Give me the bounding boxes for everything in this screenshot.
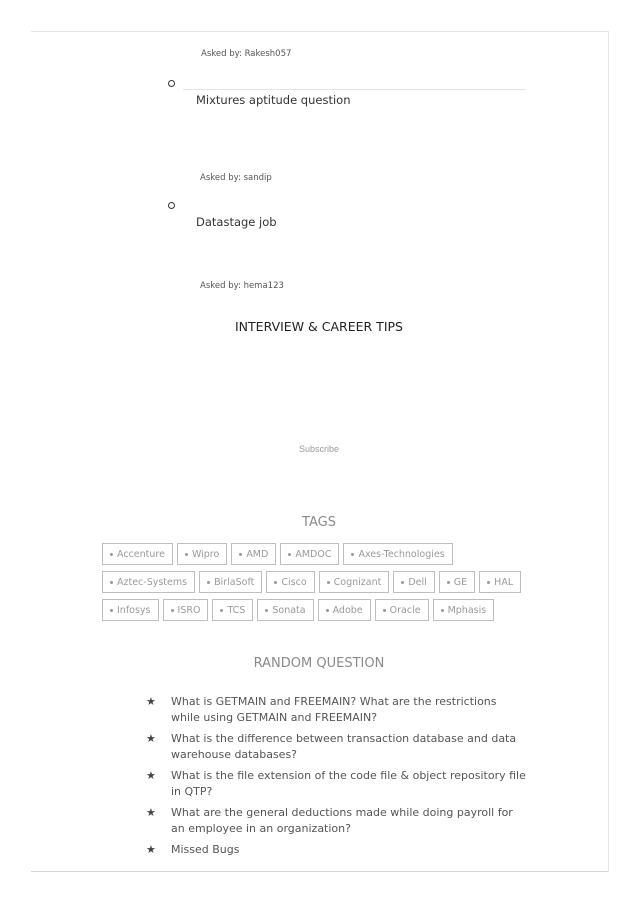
- asked-by: Asked by: Rakesh057: [201, 49, 292, 59]
- random-question-title: RANDOM QUESTION: [253, 656, 385, 671]
- asked-by: Asked by: sandip: [200, 173, 272, 183]
- tag-label: GE: [453, 576, 468, 588]
- tag-label: Adobe: [332, 604, 363, 616]
- dot-icon: [401, 581, 404, 584]
- dot-icon: [447, 581, 450, 584]
- question-title-link[interactable]: Mixtures aptitude question: [196, 93, 351, 107]
- dot-icon: [265, 609, 268, 612]
- tag-label: HAL: [494, 576, 514, 588]
- tag-label: Oracle: [389, 604, 421, 616]
- dot-icon: [207, 581, 210, 584]
- random-question-text: Missed Bugs: [171, 843, 240, 856]
- tag-label: BirlaSoft: [214, 576, 255, 588]
- dot-icon: [171, 609, 174, 612]
- tag-oracle[interactable]: [375, 599, 429, 621]
- tag-isro[interactable]: [163, 599, 209, 621]
- interview-tips-title: INTERVIEW & CAREER TIPS: [235, 319, 403, 334]
- tag-label: Accenture: [117, 548, 165, 560]
- dot-icon: [274, 581, 277, 584]
- divider: [183, 89, 526, 90]
- random-question-list: [146, 694, 526, 863]
- dot-icon: [288, 553, 291, 556]
- tag-adobe[interactable]: [318, 599, 371, 621]
- question-title-link[interactable]: Datastage job: [196, 215, 277, 229]
- random-question-item[interactable]: [146, 842, 526, 858]
- hollow-circle-icon: [168, 202, 175, 209]
- tag-ge[interactable]: [439, 571, 475, 593]
- tag-label: TCS: [227, 604, 246, 616]
- tag-label: Dell: [408, 576, 427, 588]
- tag-amdoc[interactable]: [280, 543, 339, 565]
- random-question-item[interactable]: [146, 694, 526, 726]
- subscribe-button[interactable]: Subscribe: [298, 444, 340, 454]
- star-icon: ★: [146, 732, 156, 745]
- tag-label: AMD: [246, 548, 269, 560]
- tag-accenture[interactable]: [102, 543, 173, 565]
- tag-wipro[interactable]: [177, 543, 227, 565]
- random-question-item[interactable]: [146, 805, 526, 837]
- tag-birlasoft[interactable]: [199, 571, 262, 593]
- tags-title: TAGS: [302, 515, 336, 530]
- tag-aztec-systems[interactable]: [102, 571, 195, 593]
- random-question-text: What is the file extension of the code file & object repository file in QTP?: [171, 769, 526, 798]
- star-icon: ★: [146, 806, 156, 819]
- tag-infosys[interactable]: [102, 599, 159, 621]
- tag-cognizant[interactable]: [319, 571, 390, 593]
- random-question-text: What is GETMAIN and FREEMAIN? What are the restrictions while using GETMAIN and FREEMAIN?: [171, 695, 497, 724]
- tag-label: Sonata: [272, 604, 306, 616]
- dot-icon: [110, 609, 113, 612]
- tag-row: [102, 599, 494, 621]
- dot-icon: [110, 553, 113, 556]
- random-question-text: What are the general deductions made while doing payroll for an employee in an organization?: [171, 806, 513, 835]
- star-icon: ★: [146, 695, 156, 708]
- star-icon: ★: [146, 769, 156, 782]
- dot-icon: [487, 581, 490, 584]
- dot-icon: [441, 609, 444, 612]
- tag-label: Wipro: [191, 548, 220, 560]
- hollow-circle-icon: [168, 80, 175, 87]
- tag-row: [102, 543, 453, 565]
- tag-cisco[interactable]: [266, 571, 314, 593]
- tag-label: Infosys: [117, 604, 151, 616]
- tag-label: ISRO: [177, 604, 201, 616]
- dot-icon: [185, 553, 188, 556]
- dot-icon: [239, 553, 242, 556]
- dot-icon: [110, 581, 113, 584]
- dot-icon: [383, 609, 386, 612]
- tag-label: Aztec-Systems: [117, 576, 188, 588]
- tag-mphasis[interactable]: [433, 599, 495, 621]
- tag-label: Axes-Technologies: [358, 548, 445, 560]
- tag-tcs[interactable]: [212, 599, 253, 621]
- tag-label: Cognizant: [333, 576, 382, 588]
- tag-label: Mphasis: [447, 604, 487, 616]
- star-icon: ★: [146, 843, 156, 856]
- random-question-item[interactable]: [146, 731, 526, 763]
- tag-axes-technologies[interactable]: [343, 543, 452, 565]
- tag-row: [102, 571, 521, 593]
- tag-hal[interactable]: [479, 571, 521, 593]
- dot-icon: [326, 609, 329, 612]
- tag-sonata[interactable]: [257, 599, 313, 621]
- tag-amd[interactable]: [231, 543, 276, 565]
- tag-dell[interactable]: [393, 571, 434, 593]
- asked-by: Asked by: hema123: [200, 281, 284, 291]
- random-question-item[interactable]: [146, 768, 526, 800]
- dot-icon: [351, 553, 354, 556]
- dot-icon: [220, 609, 223, 612]
- tag-label: Cisco: [281, 576, 307, 588]
- dot-icon: [327, 581, 330, 584]
- random-question-text: What is the difference between transaction database and data warehouse databases?: [171, 732, 517, 761]
- tag-label: AMDOC: [295, 548, 332, 560]
